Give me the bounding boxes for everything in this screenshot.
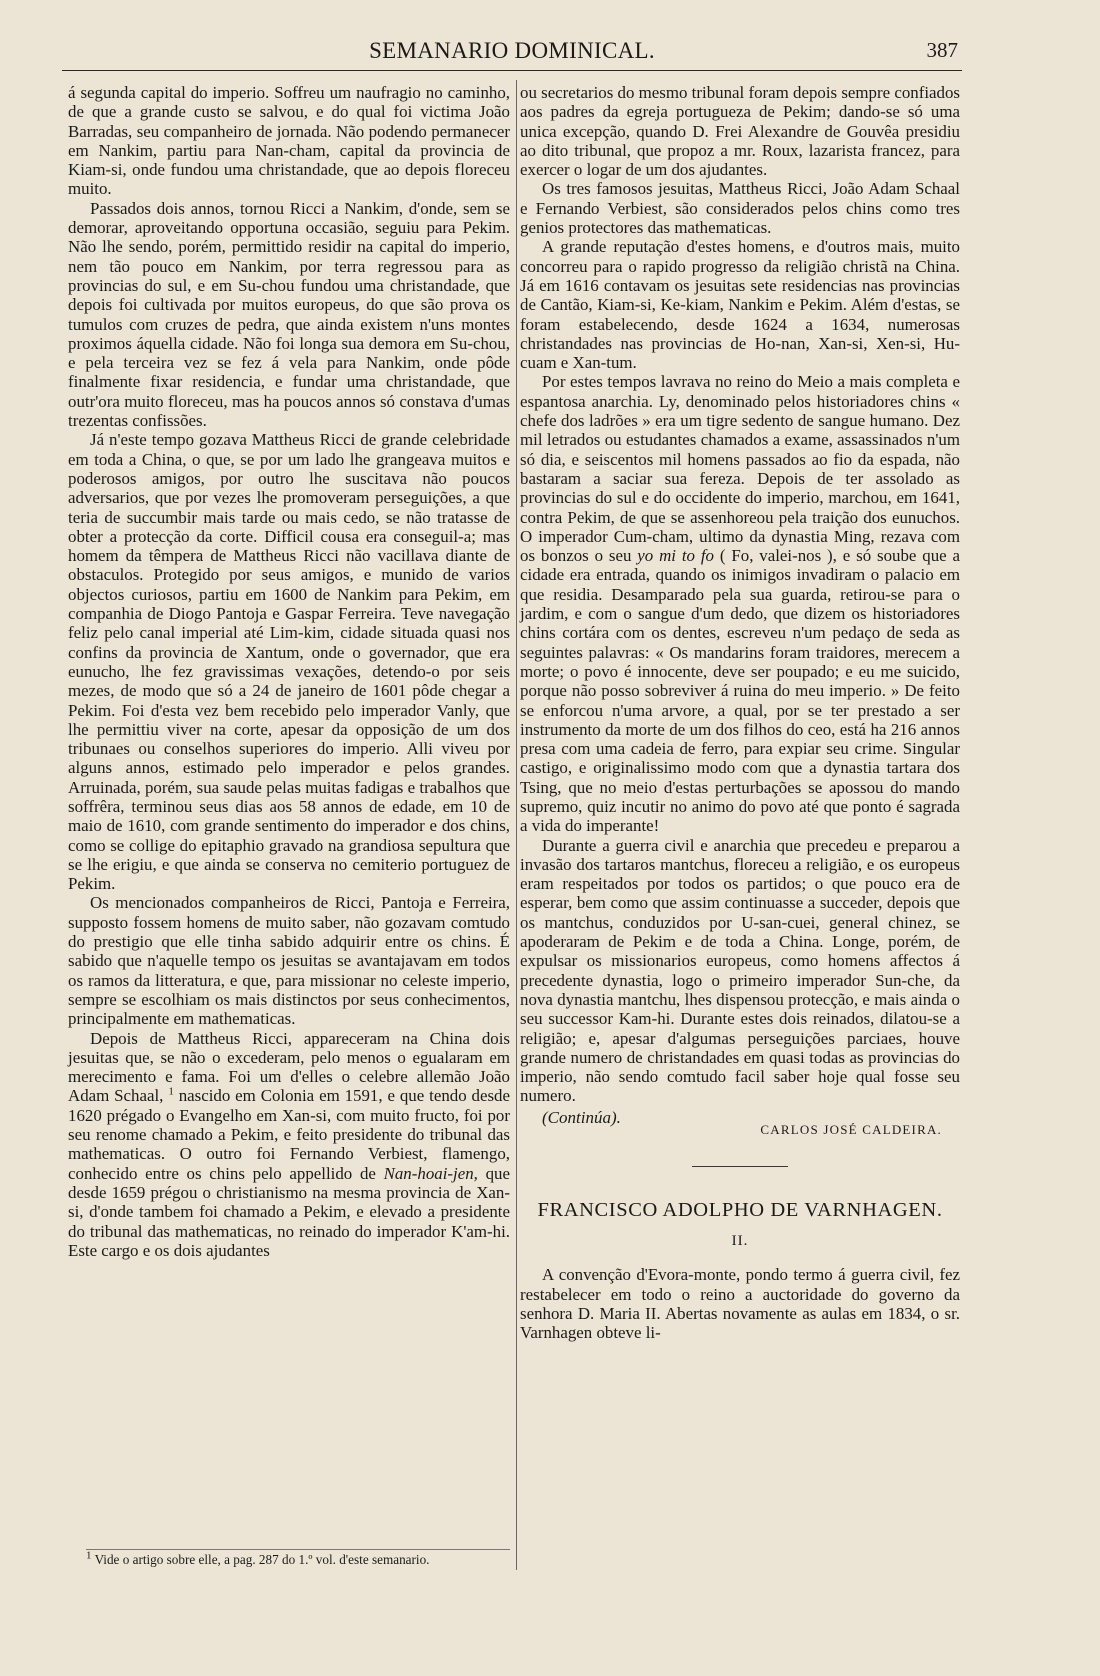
footnote	[86, 1549, 510, 1568]
paragraph: Passados dois annos, tornou Ricci a Nankim, d'onde, sem se demorar, aproveitando opportuna occasião, seguiu para Pekim. Não lhe sendo, porém, permittido residir na capital do imperio, nem tão pouco em Nankim, por terra regressou para as provincias do sul, e em Su-chou fundou uma christandade, que depois foi cultivada por muitos europeus, do que são prova os tumulos com cruzes de pedra, que ainda existem n'uns montes proximos áquella cidade. Não foi longa sua demora em Su-chou, e pela terceira vez se fez á vela para Nankim, onde pôde finalmente fixar residencia, e fundar uma christandade, que outr'ora muito floreceu, mas ha poucos annos só constava d'umas trezentas confissões.	[68, 198, 510, 431]
paragraph	[520, 372, 960, 835]
page-header	[62, 38, 962, 71]
left-column	[68, 83, 510, 1260]
paragraph: Já n'este tempo gozava Mattheus Ricci de grande celebridade em toda a China, o que, se por um lado lhe grangeava muitos e poderosos amigos, por outro lhe suscitava não poucos adversarios, que por vezes lhe promoveram perseguições, a que teria de succumbir mais tarde ou mais cedo, se não tratasse de obter a protecção da corte. Difficil cousa era conseguil-a; mas homem da têmpera de Mattheus Ricci não vacillava diante de obstaculos. Protegido por seus amigos, e munido de varios objectos curiosos, partiu em 1600 de Nankim para Pekim, em companhia de Diogo Pantoja e Gaspar Ferreira. Teve navegação feliz pelo canal imperial até Lim-kim, cidade situada quasi nos confins da provincia de Xantum, onde o governador, que era eunucho, lhe fez gravissimas vexações, detendo-o por seis mezes, de modo que só a 24 de janeiro de 1601 pôde chegar a Pekim. Foi d'esta vez bem recebido pelo imperador Vanly, que lhe permittiu viver na corte, apesar da opposição de um dos tribunaes ou conselhos superiores do imperio. Alli viveu por alguns annos, estimado pelo imperador e pelos grandes. Arruinada, porém, sua saude pelas muitas fadigas e trabalhos que soffrêra, terminou seus dias aos 58 annos de edade, em 10 de maio de 1610, com grande sentimento do imperador e dos chins, como se collige do epitaphio gravado na grandiosa sepultura que se lhe erigiu, e que ainda se conserva no cemiterio portuguez de Pekim.	[68, 430, 510, 894]
footnote-text: Vide o artigo sobre elle, a pag. 287 do 1.º vol. d'este semanario.	[94, 1552, 430, 1567]
journal-title: SEMANARIO DOMINICAL.	[369, 38, 655, 63]
footnote-reference: 1	[168, 1085, 174, 1098]
paragraph: Os tres famosos jesuitas, Mattheus Ricci, João Adam Schaal e Fernando Verbiest, são considerados pelos chins como tres genios protectores das mathematicas.	[520, 179, 960, 238]
page-number: 387	[926, 38, 958, 62]
article-separator	[692, 1166, 788, 1167]
article-signoff	[520, 1108, 960, 1142]
paragraph: á segunda capital do imperio. Soffreu um naufragio no caminho, de que a grande custo se salvou, e do qual foi victima João Barradas, seu companheiro de jornada. Não podendo permanecer em Nankim, partiu para Nan-cham, capital da provincia de Kiam-si, onde fundou uma christandade, que ao depois floreceu muito.	[68, 83, 510, 199]
paragraph: A grande reputação d'estes homens, e d'outros mais, muito concorreu para o rapido progresso da religião christã na China. Já em 1616 contavam os jesuitas sete residencias nas provincias de Cantão, Kiam-si, Ke-kiam, Nankim e Pekim. Além d'estas, se foram estabelecendo, desde 1624 a 1634, numerosas christandades nas provincias de Ho-nan, Xan-si, Xen-si, Hu-cuam e Xan-tum.	[520, 237, 960, 373]
paragraph-text: ( Fo, valei-nos ), e só soube que a cidade era entrada, quando os inimigos invadiram o palacio em que residia. Desamparado pela sua guarda, retirou-se para o jardim, e com o sangue d'um dedo, que dizem os historiadores chins cortára com os dentes, escreveu n'um pedaço de seda as seguintes palavras: « Os mandarins foram traidores, merecem a morte; o povo é innocente, deve ser poupado; e eu me suicido, porque não posso sobreviver á ruina do meu imperio. » De feito se enforcou n'uma arvore, a qual, por se ter prestado a ser instrumento da morte de um dos filhos do ceo, está ha 216 annos presa com uma cadeia de ferro, para expiar seu crime. Singular castigo, e originalissimo modo com que a dynastia tartara dos Tsing, que no meio d'estas perturbações se apossou do mando supremo, quiz incutir no animo do povo até que ponto é sagrada a vida do imperante!	[520, 546, 961, 836]
paragraph-text: que desde 1659 prégou o christianismo na mesma provincia de Xan-si, d'onde tambem foi chamado a Pekim, e elevado a presidente do tribunal das mathematicas, no reinado do imperador K'am-hi. Este cargo e os dois ajudantes	[68, 1163, 510, 1260]
paragraph-text: Por estes tempos lavrava no reino do Meio a mais completa e espantosa anarchia. Ly, denominado pelos historiadores chins « chefe dos ladrões » era um tigre sedento de sangue humano. Dez mil letrados ou estudantes chamados a exame, assassinados n'um só dia, e seiscentos mil homens passados ao fio da espada, não bastaram a saciar sua fereza. Depois de ter assolado as provincias do sul e do occidente do imperio, marchou, em 1641, contra Pekim, de que se assenhoreou pela traição dos eunuchos. O imperador Cum-cham, ultimo da dynastia Ming, rezava com os bonzos o seu	[520, 372, 960, 566]
author-signature: CARLOS JOSÉ CALDEIRA.	[760, 1121, 942, 1137]
paragraph: ou secretarios do mesmo tribunal foram depois sempre confiados aos padres da egreja portugueza de Pekim; dando-se só uma unica excepção, quando D. Frei Alexandre de Gouvêa presidiu ao dito tribunal, que propoz a mr. Roux, lazarista francez, para exercer o logar de um dos ajudantes.	[520, 83, 960, 180]
paragraph: Durante a guerra civil e anarchia que precedeu e preparou a invasão dos tartaros mantchus, floreceu a religião, e os europeus eram respeitados por todos os partidos; o que pouco era de esperar, bem como que assim continuasse a succeder, depois que os mantchus, conduzidos por U-san-cuei, general chinez, se apoderaram de Pekim e de toda a China. Longe, porém, de expulsar os missionarios europeus, como homens affectos á precedente dynastia, logo o primeiro imperador Sun-che, da nova dynastia mantchu, lhes dispensou protecção, e mais ainda o seu successor Kam-hi. Durante estes dois reinados, dilatou-se a religião; e, apesar d'algumas perseguições parciaes, houve grande numero de christandades em quasi todas as provincias do imperio, não sendo comtudo facil saber hoje qual fosse seu numero.	[520, 835, 960, 1106]
paragraph-text: Depois de Mattheus Ricci, appareceram na China dois jesuitas que, se não o excederam, pelo menos o egualaram em merecimento e fama. Foi um d'elles o celebre allemão João Adam Schaal,	[68, 1028, 510, 1106]
paragraph: Os mencionados companheiros de Ricci, Pantoja e Ferreira, supposto fossem homens de muito saber, não gozavam comtudo do prestigio que elle tinha sabido adquirir entre os chins. É sabido que n'aquelle tempo os jesuitas se avantajavam em todos os ramos da litteratura, e que, para missionar no celeste imperio, sempre se escolhiam os mais distinctos por seus conhecimentos, principalmente em mathematicas.	[68, 893, 510, 1029]
right-column	[520, 83, 960, 1343]
paragraph: A convenção d'Evora-monte, pondo termo á guerra civil, fez restabelecer em todo o reino a auctoridade do governo da senhora D. Maria II. Abertas novamente as aulas em 1834, o sr. Varnhagen obteve li-	[520, 1265, 960, 1343]
footnote-mark: 1	[86, 1549, 92, 1562]
continued-note: (Continúa).	[542, 1107, 621, 1127]
article-title: FRANCISCO ADOLPHO DE VARNHAGEN.	[537, 1198, 943, 1221]
chinese-name: Nan-hoai-jen,	[383, 1163, 478, 1183]
column-divider	[516, 80, 517, 1570]
prayer-phrase: yo mi to fo	[637, 546, 714, 566]
paragraph	[68, 1029, 510, 1261]
paragraph-text: nascido em Colonia em 1591, e que tendo desde 1620 prégado o Evangelho em Xan-si, com muito fructo, foi por seu renome chamado a Pekim, e feito presidente do tribunal das mathematicas. O outro foi Fernando Verbiest, flamengo, conhecido entre os chins pelo appellido de	[68, 1086, 510, 1183]
section-number: II.	[731, 1233, 749, 1250]
